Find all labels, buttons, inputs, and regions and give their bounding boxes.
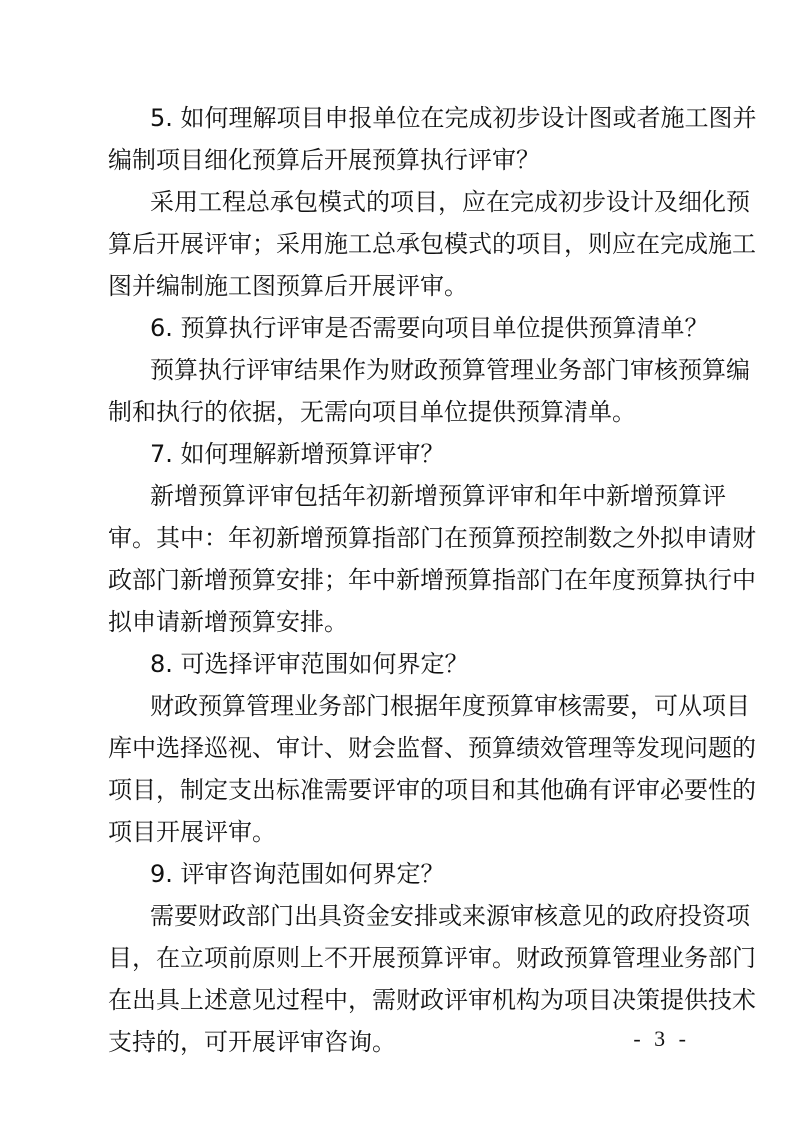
answer-line: 项目，制定支出标准需要评审的项目和其他确有评审必要性的 xyxy=(108,776,756,804)
answer-line: 预算执行评审结果作为财政预算管理业务部门审核预算编 xyxy=(150,356,750,384)
section-6 xyxy=(108,307,750,433)
question-heading: 9. 评审咨询范围如何界定？ xyxy=(150,860,445,888)
answer-line: 政部门新增预算安排；年中新增预算指部门在年度预算执行中 xyxy=(108,566,756,594)
question-heading: 5. 如何理解项目申报单位在完成初步设计图或者施工图并 xyxy=(150,104,757,132)
section-9 xyxy=(108,853,756,1063)
answer-line: 采用工程总承包模式的项目，应在完成初步设计及细化预 xyxy=(150,188,750,216)
section-7 xyxy=(108,433,756,643)
answer-line: 新增预算评审包括年初新增预算评审和年中新增预算评 xyxy=(150,482,726,510)
page-number: - 3 - xyxy=(633,1026,690,1051)
answer-line: 制和执行的依据，无需向项目单位提供预算清单。 xyxy=(108,398,636,426)
answer-line: 在出具上述意见过程中，需财政评审机构为项目决策提供技术 xyxy=(108,986,756,1014)
answer-line: 项目开展评审。 xyxy=(108,818,276,846)
answer-line: 支持的，可开展评审咨询。 xyxy=(108,1028,396,1056)
answer-line: 财政预算管理业务部门根据年度预算审核需要，可从项目 xyxy=(150,692,750,720)
answer-line: 拟申请新增预算安排。 xyxy=(108,608,348,636)
answer-line: 需要财政部门出具资金安排或来源审核意见的政府投资项 xyxy=(150,902,750,930)
question-heading: 7. 如何理解新增预算评审？ xyxy=(150,440,445,468)
answer-line: 图并编制施工图预算后开展评审。 xyxy=(108,272,468,300)
answer-line: 目，在立项前原则上不开展预算评审。财政预算管理业务部门 xyxy=(108,944,756,972)
document-body xyxy=(108,97,757,1063)
question-heading: 8. 可选择评审范围如何界定？ xyxy=(150,650,469,678)
answer-line: 库中选择巡视、审计、财会监督、预算绩效管理等发现问题的 xyxy=(108,734,756,762)
section-5 xyxy=(108,97,757,307)
answer-line: 审。其中：年初新增预算指部门在预算预控制数之外拟申请财 xyxy=(108,524,756,552)
question-heading: 6. 预算执行评审是否需要向项目单位提供预算清单？ xyxy=(150,314,709,342)
section-8 xyxy=(108,643,756,853)
question-heading-cont: 编制项目细化预算后开展预算执行评审？ xyxy=(108,146,540,174)
answer-line: 算后开展评审；采用施工总承包模式的项目，则应在完成施工 xyxy=(108,230,756,258)
